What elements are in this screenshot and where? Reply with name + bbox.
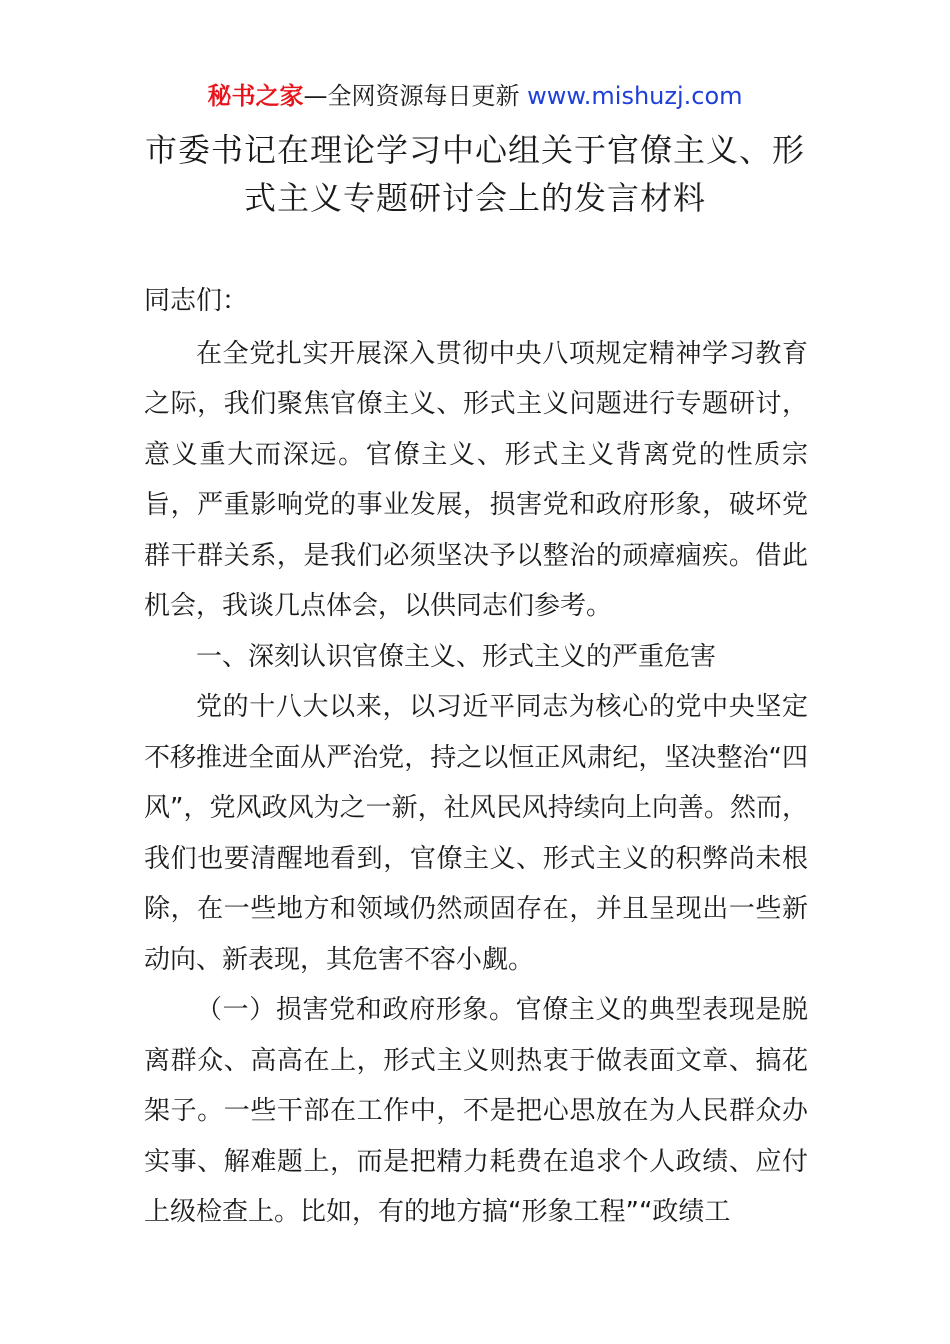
header-slogan: —全网资源每日更新 <box>303 82 520 110</box>
body-paragraph-intro: 在全党扎实开展深入贯彻中央八项规定精神学习教育之际，我们聚焦官僚主义、形式主义问题进行专题研讨，意义重大而深远。官僚主义、形式主义背离党的性质宗旨，严重影响党的事业发展，损害党和政府形象，破坏党群干群关系，是我们必须坚决予以整治的顽瘴痼疾。借此机会，我谈几点体会，以供同志们参考。 <box>144 338 808 621</box>
body-paragraph-subsection-1: （一）损害党和政府形象。官僚主义的典型表现是脱离群众、高高在上，形式主义则热衷于做表面文章、搞花架子。一些干部在工作中，不是把心思放在为人民群众办实事、解难题上，而是把精力耗费在追求个人政绩、应付上级检查上。比如，有的地方搞“形象工程”“政绩工 <box>144 995 808 1227</box>
brand-name: 秘书之家 <box>207 82 304 110</box>
salutation: 同志们： <box>144 286 249 316</box>
document-body <box>144 276 808 1238</box>
body-paragraph-context: 党的十八大以来，以习近平同志为核心的党中央坚定不移推进全面从严治党，持之以恒正风肃纪，坚决整治“四风”，党风政风为之一新，社风民风持续向上向善。然而，我们也要清醒地看到，官僚主义、形式主义的积弊尚未根除，在一些地方和领域仍然顽固存在，并且呈现出一些新动向、新表现，其危害不容小觑。 <box>144 692 808 975</box>
site-url-link[interactable]: www.mishuzj.com <box>527 82 743 110</box>
section-heading-1: 一、深刻认识官僚主义、形式主义的严重危害 <box>196 641 717 672</box>
document-title: 市委书记在理论学习中心组关于官僚主义、形式主义专题研讨会上的发言材料 <box>144 131 805 217</box>
site-header <box>0 80 950 112</box>
